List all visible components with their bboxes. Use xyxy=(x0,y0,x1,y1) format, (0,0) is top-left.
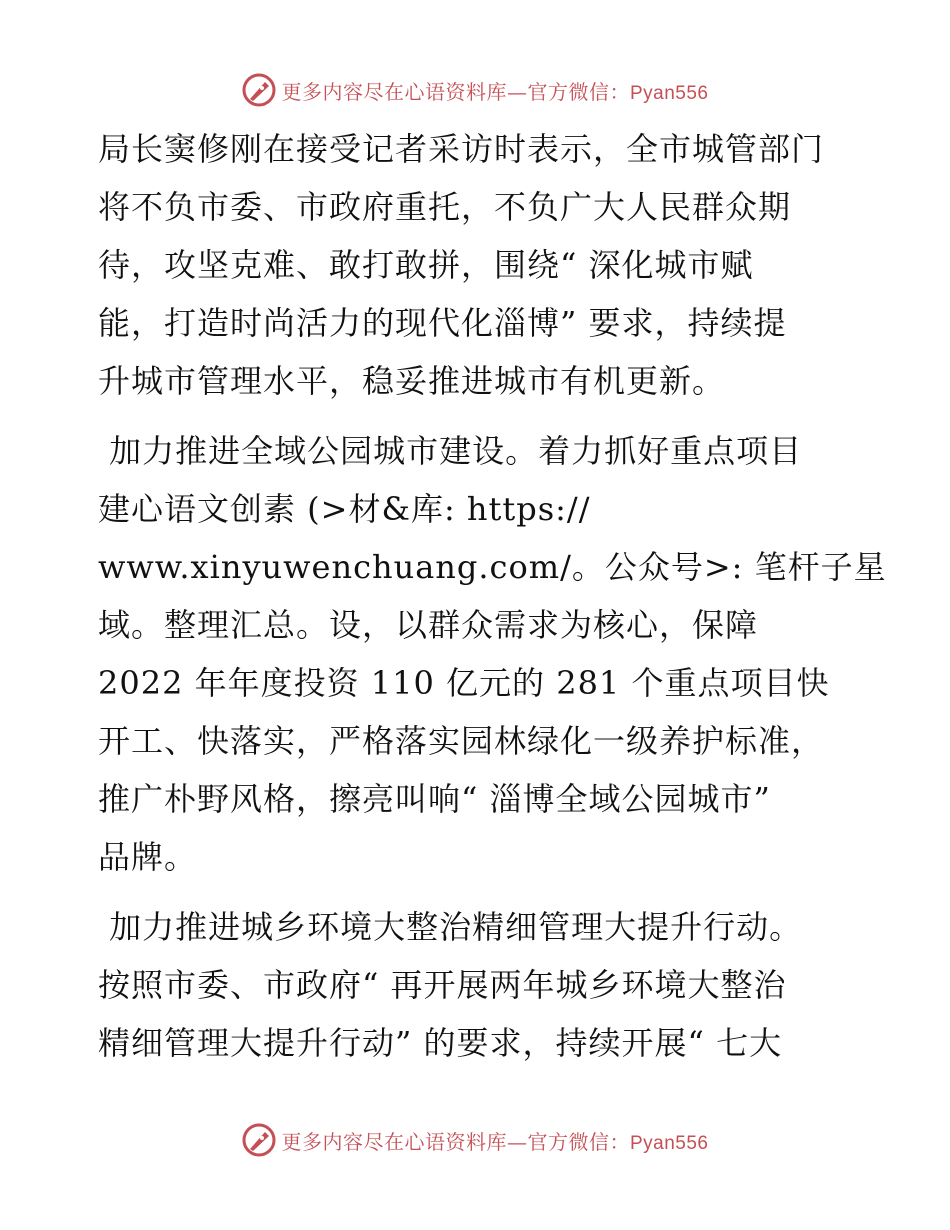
paragraph-3 xyxy=(98,898,858,1072)
text-line: 升城市管理水平，稳妥推进城市有机更新。 xyxy=(98,362,726,400)
text-line: 待，攻坚克难、敢打敢拼，围绕“ 深化城市赋 xyxy=(98,246,754,284)
text-line: 局长窦修刚在接受记者采访时表示，全市城管部门 xyxy=(98,130,825,168)
text-line: 品牌。 xyxy=(98,838,198,876)
footer-watermark xyxy=(0,1120,950,1160)
watermark-wechat-id: Pyan556 xyxy=(629,1132,709,1154)
header-watermark xyxy=(0,70,950,110)
text-line: 推广朴野风格，擦亮叫响“ 淄博全域公园城市” xyxy=(98,780,771,818)
watermark-text: 更多内容尽在心语资料库—官方微信：Pyan556 xyxy=(281,79,709,104)
text-line: 域。整理汇总。设，以群众需求为核心，保障 xyxy=(98,606,759,644)
document-body xyxy=(98,120,887,1072)
text-line: www.xinyuwenchuang.com/。公众号>: 笔杆子星 xyxy=(98,548,887,586)
text-line: 将不负市委、市政府重托，不负广大人民群众期 xyxy=(98,188,792,226)
pen-nib-logo-icon xyxy=(241,72,277,108)
text-line: 能，打造时尚活力的现代化淄博” 要求，持续提 xyxy=(98,304,787,342)
text-line: 精细管理大提升行动” 的要求，持续开展“ 七大 xyxy=(98,1024,783,1062)
paragraph-2 xyxy=(98,422,887,886)
text-line: 2022 年年度投资 110 亿元的 281 个重点项目快 xyxy=(98,664,830,702)
paragraph-1 xyxy=(98,120,858,410)
text-line: 按照市委、市政府“ 再开展两年城乡环境大整治 xyxy=(98,966,787,1004)
text-line: 开工、快落实，严格落实园林绿化一级养护标准， xyxy=(98,722,825,760)
watermark-wechat-id: Pyan556 xyxy=(629,82,709,104)
text-line: 加力推进城乡环境大整治精细管理大提升行动。 xyxy=(98,908,803,946)
watermark-text: 更多内容尽在心语资料库—官方微信：Pyan556 xyxy=(281,1129,709,1154)
text-line: 加力推进全域公园城市建设。着力抓好重点项目 xyxy=(98,432,803,470)
text-line: 建心语文创素 (>材&库: https:// xyxy=(98,490,591,528)
pen-nib-logo-icon xyxy=(241,1122,277,1158)
